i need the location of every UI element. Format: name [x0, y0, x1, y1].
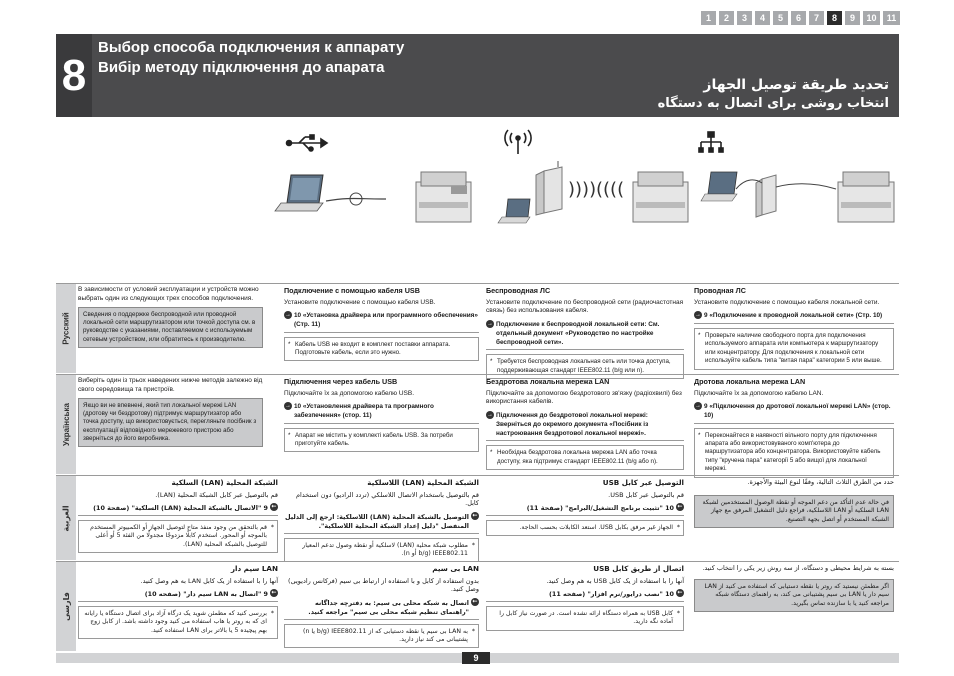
wired-note: * Переконайтеся в наявності вільного порту для підключення апарата або використовуваного комп'ютера до маршрутизатора або концентратора. Використовуйте кабель типу "кручена пара" категорії 5 або вищої для локальної мережі.	[694, 428, 894, 478]
wireless-ref[interactable]: → Подключение к беспроводной локальной сети: См. отдельный документ «Руководство по настройке беспроводной сети».	[486, 319, 684, 350]
wireless-ref[interactable]: → Підключення до бездротової локальної мережі: Зверніться до окремого документа «Посібник із настроювання бездротової локальної мережі».	[486, 410, 684, 441]
usb-column	[486, 564, 684, 631]
wireless-title: LAN بی سیم	[432, 564, 479, 573]
usb-text: آنها را با استفاده از یک کابل USB به هم وصل کنید.	[546, 576, 684, 585]
wireless-note: * Необхідна бездротова локальна мережа LAN або точка доступу, яка підтримує стандарт IEEE802.11 (b/g або n).	[486, 445, 684, 470]
wireless-text: Установите подключение по беспроводной сети (радиочастотная связь) без использования кабеля.	[486, 298, 684, 315]
wireless-text: قم بالتوصيل باستخدام الاتصال اللاسلكي (تردد الراديو) دون استخدام كابل.	[296, 490, 479, 508]
usb-note: * کابل USB به همراه دستگاه ارائه نشده است. در صورت نیاز کابل را آماده نگه دارید.	[486, 606, 684, 631]
network-icon	[699, 132, 723, 152]
laptop-illustration	[275, 175, 323, 211]
page-link-8[interactable]: 8	[827, 11, 842, 25]
usb-ref[interactable]: → 10 «Установлення драйвера та програмного забезпечення» (стор. 11)	[284, 401, 479, 423]
wired-column	[78, 478, 278, 553]
usb-ref[interactable]: ← 10 "نصب درایور/نرم افزار" (صفحه 11)	[486, 588, 684, 602]
page-link-6[interactable]: 6	[791, 11, 806, 25]
wireless-ref[interactable]: ← اتصال به شبکه محلی بی سیم: به دفترچه جداگانه "راهنمای تنظیم شبکه محلی بی سیم" مراجعه کنید.	[284, 597, 479, 619]
intro-text: Виберіть один із трьох наведених нижче методів залежно від свого середовища та пристроїв.	[78, 377, 263, 393]
page-link-4[interactable]: 4	[755, 11, 770, 25]
intro-box-farsi: اگر مطمئن نیستید که روتر یا نقطه دستیابی که استفاده می کنید از LAN سیم دار یا LAN بی سیم پشتیبانی می کند، به راهنمای دستگاه شبکه مراجعه کنید یا با سازنده تماس بگیرید.	[694, 579, 894, 612]
wired-ref[interactable]: ← 9 "الاتصال بالشبكة المحلية (LAN) السلكية" (صفحة 10)	[78, 502, 278, 516]
intro-text: حدد من الطرق الثلاث التالية، وفقًا لنوع البيئة والأجهزة.	[747, 478, 894, 486]
usb-title: التوصيل عبر كابل USB	[602, 478, 684, 487]
connection-diagram	[56, 117, 899, 267]
usb-text: قم بالتوصيل عبر كابل USB.	[608, 490, 684, 499]
title-ukrainian: Вибір методу підключення до апарата	[98, 59, 385, 76]
section-ukrainian	[56, 374, 899, 474]
page-link-10[interactable]: 10	[863, 11, 880, 25]
usb-note: * Апарат не містить у комплекті кабель USB. За потреби приготуйте кабель.	[284, 428, 479, 453]
wireless-icon	[505, 130, 531, 154]
lang-label-arabic: العربية	[61, 504, 71, 532]
page-link-11[interactable]: 11	[883, 11, 900, 25]
usb-icon	[287, 135, 328, 151]
page-link-3[interactable]: 3	[737, 11, 752, 25]
wireless-column	[486, 286, 684, 379]
usb-text: Підключайте їх за допомогою кабелю USB.	[284, 389, 415, 397]
wireless-note: * مطلوب شبكة محلية (LAN) لاسلكية أو نقطة وصول تدعم المعيار IEEE802.11 (b/g أو n).	[284, 538, 479, 563]
usb-ref[interactable]: → 10 «Установка драйвера или программного обеспечения» (Стр. 11)	[284, 310, 479, 332]
usb-text: Установите подключение с помощью кабеля USB.	[284, 298, 436, 306]
wireless-note: * Требуется беспроводная локальная сеть или точка доступа, поддерживающая стандарт IEEE802.11 (b/g или n).	[486, 354, 684, 379]
usb-title: اتصال از طریق کابل USB	[593, 564, 684, 573]
page-link-1[interactable]: 1	[701, 11, 716, 25]
wired-text: Підключайте їх за допомогою кабелю LAN.	[694, 389, 824, 397]
arabic-intro-box-wrap	[694, 492, 894, 528]
lang-label-russian: Русский	[61, 312, 71, 345]
wired-text: Установите подключение с помощью кабеля локальной сети.	[694, 298, 880, 306]
title-arabic: تحديد طريقة توصيل الجهاز	[703, 77, 889, 93]
wireless-column	[284, 478, 479, 562]
wave-left: ))))	[568, 179, 597, 200]
title-farsi: انتخاب روشی برای اتصال به دستگاه	[657, 96, 889, 111]
step-number: 8	[56, 34, 92, 117]
intro-column	[694, 564, 894, 576]
section-russian	[56, 283, 899, 373]
wired-ref[interactable]: ← 9 "اتصال به LAN سیم دار" (صفحه 10)	[78, 588, 278, 602]
printer-illustration	[416, 172, 471, 222]
intro-box: Якщо ви не впевнені, який тип локальної мережі LAN (дротову чи бездротову) підтримує маршрутизатор або точка доступу, що використовується, перегляньте посібник з експлуатації відповідного мережевого пристрою або зверніться до його виробника.	[78, 398, 263, 448]
lang-label-ukrainian: Українська	[61, 403, 71, 446]
farsi-intro-box-wrap	[694, 576, 894, 612]
intro-box: Сведения о поддержке беспроводной или проводной локальной сети маршрутизатором или точкой доступа см. в руководстве с указаниями, поставляемом с используемым сетевым устройством, или обратитесь к производителю.	[78, 307, 263, 348]
wireless-text: Підключайте за допомогою бездротового зв'язку (радіохвилі) без використання кабелів.	[486, 389, 682, 406]
wireless-column	[486, 377, 684, 470]
wired-title: LAN سیم دار	[230, 564, 278, 573]
usb-title: Подключение с помощью кабеля USB	[284, 286, 420, 295]
wired-ref[interactable]: → 9 «Підключення до дротової локальної мережі LAN» (стор. 10)	[694, 401, 894, 423]
printer-illustration-2	[633, 172, 688, 222]
usb-ref[interactable]: ← 10 "تثبيت برنامج التشغيل/البرامج" (صفحة 11)	[486, 502, 684, 516]
connection-illustration	[56, 117, 899, 267]
page-number: 9	[462, 652, 490, 664]
wireless-ref[interactable]: ← التوصيل بالشبكة المحلية (LAN) اللاسلكية: ارجع إلى الدليل المنفصل "دليل إعداد الشبكة المحلية اللاسلكية".	[284, 511, 479, 533]
wired-column	[694, 377, 894, 478]
wireless-note: * به LAN بی سیم یا نقطه دستیابی که از IEEE802.11 (b/g یا n) پشتیبانی می کند نیاز دارید.	[284, 624, 479, 649]
usb-title: Підключення через кабель USB	[284, 377, 398, 386]
wired-title: Проводная ЛС	[694, 286, 746, 295]
intro-column	[694, 478, 894, 490]
wired-column	[78, 564, 278, 639]
wired-title: Дротова локальна мережа LAN	[694, 377, 806, 386]
wired-note: * Проверьте наличие свободного порта для подключения используемого аппарата или компьютера к маршрутизатору или концентратору. Для подключения к локальной сети используйте кабель типа "витая пара" категории 5 или выше.	[694, 328, 894, 369]
wired-note: * قم بالتحقق من وجود منفذ متاح لتوصيل الجهاز أو الكمبيوتر المستخدم بالموجه أو المحور. استخدم كابلًا مزدوجًا مجدولًا من الفئة 5 أو أعلى للتوصيل بالشبكة المحلية (LAN).	[78, 520, 278, 553]
usb-column	[284, 377, 479, 452]
laptop-illustration-2	[498, 199, 530, 223]
wired-column	[694, 286, 894, 370]
page-navigation	[701, 11, 900, 25]
section-header	[56, 34, 899, 117]
wired-text: آنها را با استفاده از یک کابل LAN به هم وصل کنید.	[140, 576, 278, 585]
wireless-title: Бездротова локальна мережа LAN	[486, 377, 610, 386]
wave-right: ((((	[596, 179, 625, 200]
usb-note: * الجهاز غير مرفق بكابل USB. استعد الكابلات بحسب الحاجة.	[486, 520, 684, 536]
wired-text: قم بالتوصيل عبر كابل الشبكة المحلية (LAN).	[155, 490, 278, 499]
page-link-7[interactable]: 7	[809, 11, 824, 25]
usb-column	[284, 286, 479, 361]
usb-column	[486, 478, 684, 536]
wireless-router-illustration	[536, 161, 562, 215]
usb-note: * Кабель USB не входит в комплект поставки аппарата. Подготовьте кабель, если это нужно.	[284, 337, 479, 362]
intro-column	[78, 286, 263, 348]
page-link-2[interactable]: 2	[719, 11, 734, 25]
wired-title: الشبكة المحلية (LAN) السلكية	[171, 478, 278, 487]
title-russian: Выбор способа подключения к аппарату	[98, 39, 405, 56]
intro-box-arabic: في حالة عدم التأكد من دعم الموجه أو نقطة الوصول المستخدمين لشبكة LAN السلكية أو LAN اللاسلكية، فراجع دليل التشغيل المرفق مع جهاز الشبكة المستخدم أو اتصل بجهة التصنيع.	[694, 495, 894, 528]
page-link-5[interactable]: 5	[773, 11, 788, 25]
wired-ref[interactable]: → 9 «Подключение к проводной локальной сети» (Стр. 10)	[694, 310, 894, 324]
wireless-title: Беспроводная ЛС	[486, 286, 551, 295]
wireless-title: الشبكة المحلية (LAN) اللاسلكية	[367, 478, 479, 487]
intro-column	[78, 377, 263, 447]
wireless-text: بدون استفاده از کابل و با استفاده از ارتباط بی سیم (فرکانس رادیویی) وصل کنید.	[288, 576, 479, 594]
intro-text: بسته به شرایط محیطی و دستگاه، از سه روش زیر یکی را انتخاب کنید.	[702, 564, 894, 572]
lang-label-farsi: فارسی	[61, 592, 71, 621]
intro-text: В зависимости от условий эксплуатации и устройств можно выбрать один из следующих трех способов подключения.	[78, 286, 259, 302]
wired-note: * بررسی کنید که مطمئن شوید یک درگاه آزاد برای اتصال دستگاه یا رایانه ای که به روتر یا هاب استفاده می کنید وجود داشته باشد. از کابل زوج بهم پیچیده 5 یا بالاتر برای LAN استفاده کنید.	[78, 606, 278, 639]
printer-illustration-3	[838, 172, 894, 222]
page-link-9[interactable]: 9	[845, 11, 860, 25]
laptop-illustration-3	[701, 172, 737, 201]
wireless-column	[284, 564, 479, 648]
